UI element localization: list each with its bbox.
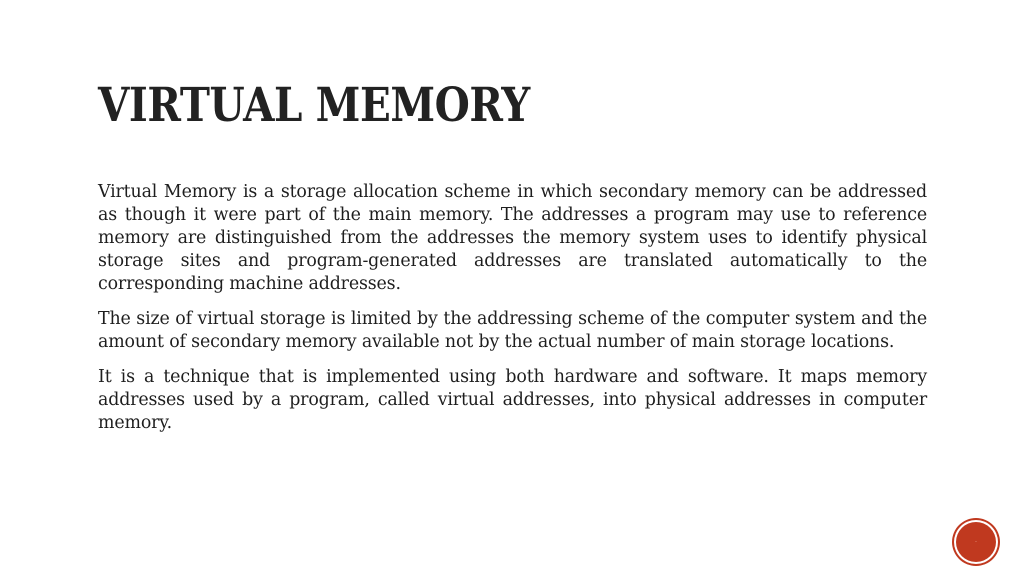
slide-title: VIRTUAL MEMORY <box>98 78 530 133</box>
slide-nav-button[interactable] <box>956 522 996 562</box>
paragraph-size: The size of virtual storage is limited by the addressing scheme of the computer system and the amount of secondary memory available not by the actual number of main storage locations. <box>98 309 927 352</box>
paragraph-technique: It is a technique that is implemented using both hardware and software. It maps memory addresses used by a program, called virtual addresses, into physical addresses in computer memory. <box>98 367 927 433</box>
slide-body <box>98 181 927 447</box>
slide-number-icon: · <box>974 538 978 546</box>
paragraph-definition: Virtual Memory is a storage allocation scheme in which secondary memory can be addressed as though it were part of the main memory. The addresses a program may use to reference memory are distinguished from the addresses the memory system uses to identify physical storage sites and program-generated addresses are translated automatically to the corresponding machine addresses. <box>98 182 927 294</box>
